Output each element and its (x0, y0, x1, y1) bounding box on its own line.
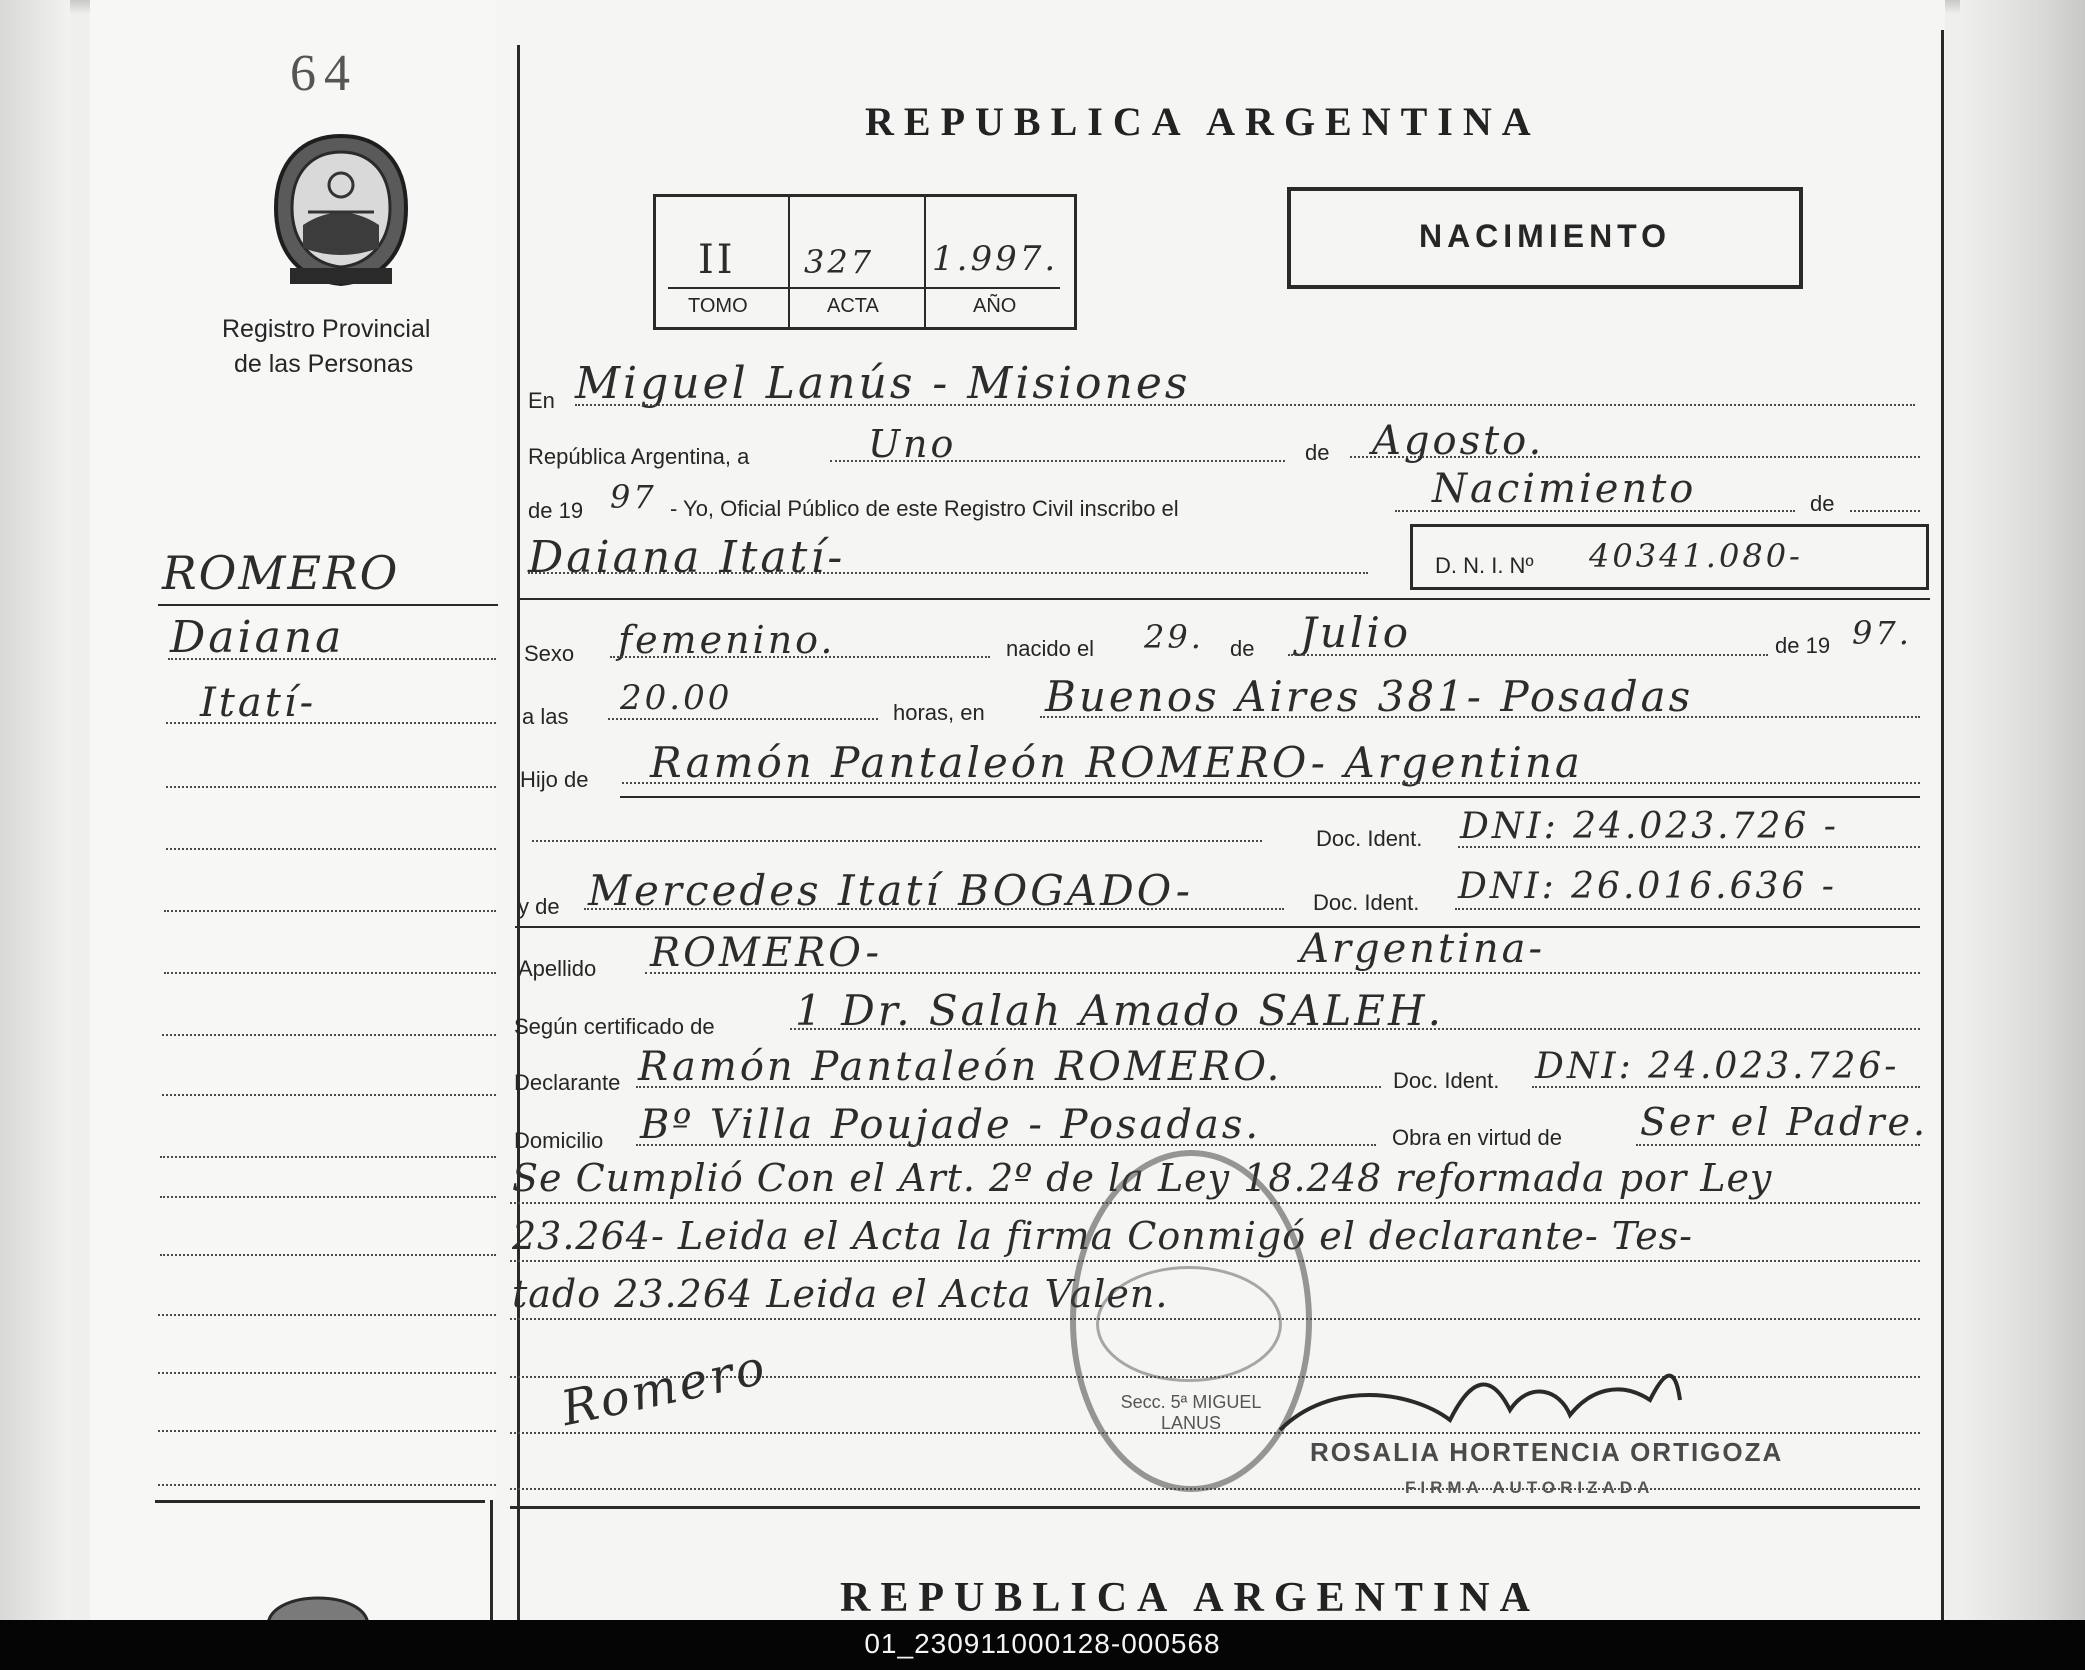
dotted-line (790, 1028, 1920, 1030)
margin-surname: ROMERO (162, 546, 400, 600)
field-madre-doc: DNI: 26.016.636 - (1458, 866, 1837, 907)
field-declarante-doc: DNI: 24.023.726- (1535, 1046, 1900, 1087)
label-dni: D. N. I. Nº (1435, 553, 1534, 578)
label-horas-en: horas, en (893, 700, 985, 725)
field-anio-nacimiento: 97. (1852, 614, 1912, 652)
label-de-19: de 19 (528, 498, 584, 523)
dotted-line (610, 656, 990, 658)
label-doc-ident-madre: Doc. Ident. (1313, 890, 1420, 915)
dotted-line (1040, 716, 1920, 718)
official-name: ROSALIA HORTENCIA ORTIGOZA (1310, 1437, 1784, 1467)
dotted-line (1455, 908, 1920, 910)
record-type-box (1287, 187, 1803, 289)
acta-value: 327 (804, 243, 875, 281)
label-apellido: Apellido (518, 956, 597, 981)
dotted-line (166, 786, 496, 788)
next-page-title: REPUBLICA ARGENTINA (840, 1575, 1540, 1620)
dotted-line (532, 840, 1262, 842)
dotted-line (164, 972, 496, 974)
label-de-end: de (1810, 491, 1835, 516)
field-lugar-nacimiento: Buenos Aires 381- Posadas (1045, 672, 1694, 721)
label-de-mes: de (1230, 636, 1255, 661)
section-rule (510, 1506, 1920, 1509)
frame-line-right (1941, 30, 1944, 1620)
label-hijo-de: Hijo de (520, 767, 589, 792)
dni-box (1410, 524, 1929, 590)
label-de: de (1305, 440, 1330, 465)
label-segun-certificado: Según certificado de (514, 1014, 715, 1039)
dotted-line (166, 848, 496, 850)
dotted-line (158, 1430, 496, 1432)
registry-name-line2: de las Personas (234, 350, 414, 378)
field-observaciones-3: tado 23.264 Leida el Acta Valen. (512, 1272, 1169, 1316)
section-rule (515, 926, 1920, 928)
page-edge-right (1960, 0, 2085, 1620)
field-obra-en-virtud: Ser el Padre. (1640, 1100, 1929, 1144)
frame-line-left (517, 45, 520, 1620)
dotted-line (1532, 1086, 1920, 1088)
dotted-line (636, 1144, 1376, 1146)
stamp-text: Secc. 5ª MIGUEL LANUS (1120, 1392, 1262, 1433)
dotted-line (645, 972, 1920, 974)
image-id-label: 01_230911000128-000568 (864, 1628, 1221, 1659)
anio-label: AÑO (973, 295, 1017, 317)
record-box-divider (924, 197, 926, 327)
dotted-line (158, 1484, 496, 1486)
declarant-signature: Romero (556, 1338, 773, 1438)
label-a-las: a las (522, 704, 569, 729)
label-domicilio: Domicilio (514, 1128, 604, 1153)
dotted-line (1395, 510, 1795, 512)
label-republica: República Argentina, a (528, 444, 750, 469)
field-hora: 20.00 (620, 678, 733, 718)
dotted-line (830, 460, 1285, 462)
page-binding-shadow (0, 0, 70, 1620)
field-anio-inscripcion: 97 (610, 478, 657, 516)
margin-rule (158, 604, 498, 606)
dotted-line (1350, 456, 1920, 458)
dotted-line (162, 1094, 496, 1096)
field-sexo: femenino. (618, 618, 836, 662)
dotted-line (160, 1254, 496, 1256)
field-lugar: Miguel Lanús - Misiones (575, 358, 1191, 409)
dotted-line (622, 782, 1920, 784)
label-doc-ident-declarante: Doc. Ident. (1393, 1068, 1500, 1093)
tomo-label: TOMO (688, 295, 748, 317)
official-title: FIRMA AUTORIZADA (1405, 1478, 1655, 1497)
label-y-de: y de (518, 894, 560, 919)
label-doc-ident-padre: Doc. Ident. (1316, 826, 1423, 851)
label-yo-oficial: - Yo, Oficial Público de este Registro Civil inscribo el (670, 496, 1179, 521)
record-type-label: NACIMIENTO (1418, 218, 1672, 254)
dotted-line (575, 404, 1915, 406)
record-number-box (653, 194, 1077, 330)
next-page-seal-icon (262, 1596, 374, 1620)
field-dia-nacimiento: 29. (1144, 618, 1204, 656)
dotted-line (1288, 654, 1768, 656)
section-rule (520, 598, 1930, 600)
margin-first-name: Daiana (170, 612, 345, 663)
dotted-line (1458, 846, 1920, 848)
frame-line-left-lower (490, 1500, 493, 1620)
record-box-divider (788, 197, 790, 327)
dotted-line (160, 1196, 496, 1198)
section-rule (620, 796, 1920, 798)
dotted-line (608, 718, 878, 720)
label-sexo: Sexo (524, 641, 575, 666)
anio-value: 1.997. (932, 239, 1059, 279)
dotted-line (158, 1372, 496, 1374)
tomo-value: II (698, 237, 736, 283)
field-dia: Uno (868, 422, 957, 466)
record-box-rule (668, 287, 1060, 289)
field-apellido: ROMERO- (650, 930, 882, 976)
field-mes: Agosto. (1372, 418, 1545, 464)
field-observaciones-2: 23.264- Leida el Acta la firma Conmigó el declarante- Tes- (512, 1214, 1694, 1258)
field-padre: Ramón Pantaleón ROMERO- Argentina (650, 738, 1583, 787)
dotted-line (636, 1086, 1381, 1088)
field-nacionalidad: Argentina- (1300, 926, 1546, 972)
dotted-line (160, 1156, 496, 1158)
field-domicilio: Bº Villa Poujade - Posadas. (640, 1102, 1262, 1148)
stamp-inner-ring (1096, 1266, 1282, 1382)
registry-name-line1: Registro Provincial (222, 315, 431, 343)
label-declarante: Declarante (514, 1070, 621, 1095)
provincial-seal-icon (268, 130, 414, 290)
label-de-19-end: de 19 (1775, 633, 1831, 658)
field-dni: 40341.080- (1589, 537, 1803, 575)
page-title: REPUBLICA ARGENTINA (865, 99, 1541, 144)
acta-label: ACTA (827, 295, 879, 317)
field-tipo-acta: Nacimiento (1432, 466, 1697, 512)
dotted-line (162, 1034, 496, 1036)
margin-second-name: Itatí- (200, 680, 317, 726)
label-obra-en-virtud: Obra en virtud de (1392, 1125, 1562, 1150)
dotted-line (528, 572, 1368, 574)
dotted-line (158, 1314, 496, 1316)
dotted-line (166, 722, 496, 724)
label-nacido-el: nacido el (1006, 636, 1095, 661)
folio-number: 64 (290, 45, 358, 102)
field-observaciones-1: Se Cumplió Con el Art. 2º de la Ley 18.248 reformada por Ley (512, 1156, 1773, 1200)
label-en: En (528, 388, 555, 413)
dotted-line (168, 658, 496, 660)
margin-rule (155, 1500, 485, 1503)
field-padre-doc: DNI: 24.023.726 - (1460, 806, 1839, 847)
dotted-line (1850, 510, 1920, 512)
dotted-line (584, 908, 1284, 910)
dotted-line (164, 910, 496, 912)
field-madre: Mercedes Itatí BOGADO- (588, 866, 1193, 915)
field-mes-nacimiento: Julio (1300, 608, 1412, 657)
field-certificado: 1 Dr. Salah Amado SALEH. (795, 986, 1444, 1035)
field-declarante: Ramón Pantaleón ROMERO. (638, 1044, 1283, 1090)
dotted-line (1636, 1144, 1920, 1146)
field-nombre: Daiana Itatí- (528, 532, 846, 583)
